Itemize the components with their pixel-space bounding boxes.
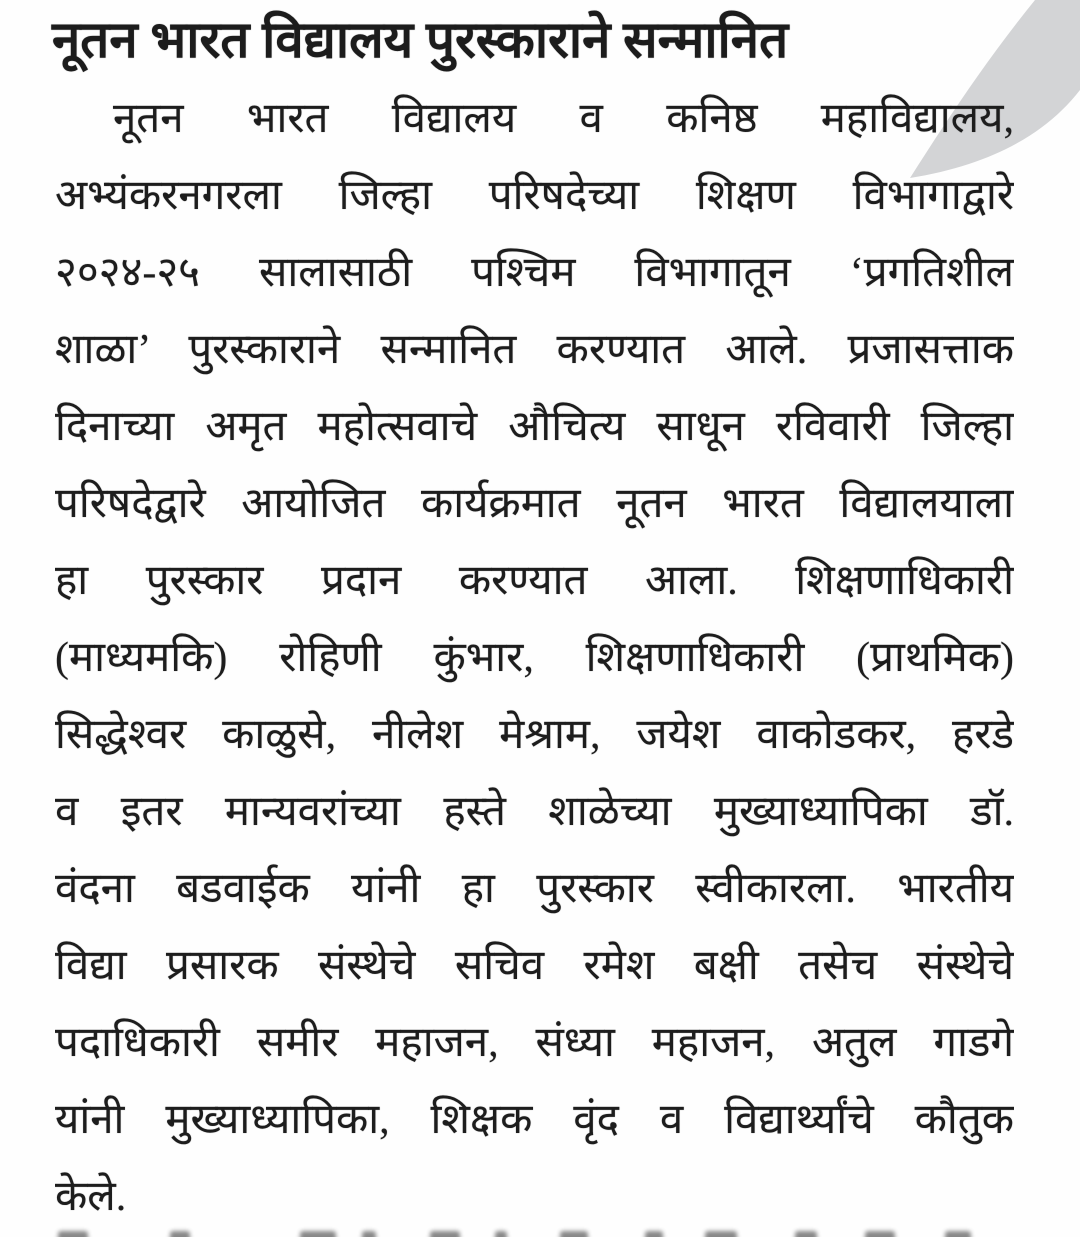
- article-line: २०२४-२५ सालासाठी पश्चिम विभागातून ‘प्रगतिशील: [55, 250, 1014, 296]
- scan-artifact: [795, 1231, 817, 1237]
- scan-artifacts: [0, 1221, 1080, 1237]
- article-line: केले.: [55, 1174, 127, 1220]
- scan-artifact: [705, 1231, 737, 1237]
- article-line: सिद्धेश्वर काळुसे, नीलेश मेश्राम, जयेश वाकोडकर, हरडे: [55, 712, 1014, 758]
- article-line: अभ्यंकरनगरला जिल्हा परिषदेच्या शिक्षण विभागाद्वारे: [55, 173, 1014, 219]
- article-line: शाळा’ पुरस्काराने सन्मानित करण्यात आले. प्रजासत्ताक: [55, 327, 1014, 373]
- article-line: हा पुरस्कार प्रदान करण्यात आला. शिक्षणाधिकारी: [55, 558, 1014, 604]
- article-line: वंदना बडवाईक यांनी हा पुरस्कार स्वीकारला. भारतीय: [55, 866, 1014, 912]
- article-line: विद्या प्रसारक संस्थेचे सचिव रमेश बक्षी तसेच संस्थेचे: [55, 943, 1014, 989]
- scan-artifact: [362, 1231, 376, 1237]
- scan-artifact: [645, 1231, 663, 1237]
- article-body: [55, 86, 1014, 1237]
- scan-artifact: [430, 1231, 460, 1237]
- article-line: परिषदेद्वारे आयोजित कार्यक्रमात नूतन भारत विद्यालयाला: [55, 481, 1014, 527]
- scan-artifact: [495, 1231, 507, 1237]
- article-line: (माध्यमकि) रोहिणी कुंभार, शिक्षणाधिकारी (प्राथमिक): [55, 635, 1014, 681]
- scan-artifact: [865, 1231, 895, 1237]
- scan-artifact: [58, 1231, 88, 1237]
- article-line: दिनाच्या अमृत महोत्सवाचे औचित्य साधून रविवारी जिल्हा: [55, 404, 1014, 450]
- article-line: नूतन भारत विद्यालय व कनिष्ठ महाविद्यालय,: [113, 96, 1014, 142]
- article-line: पदाधिकारी समीर महाजन, संध्या महाजन, अतुल गाडगे: [55, 1020, 1014, 1066]
- article-headline: नूतन भारत विद्यालय पुरस्काराने सन्मानित: [52, 13, 789, 69]
- scan-artifact: [945, 1231, 971, 1237]
- article-line: व इतर मान्यवरांच्या हस्ते शाळेच्या मुख्याध्यापिका डॉ.: [55, 789, 1014, 835]
- scan-artifact: [560, 1231, 588, 1237]
- article-line: यांनी मुख्याध्यापिका, शिक्षक वृंद व विद्यार्थ्यांचे कौतुक: [55, 1097, 1014, 1143]
- scan-artifact: [300, 1231, 336, 1237]
- scan-artifact: [170, 1231, 190, 1237]
